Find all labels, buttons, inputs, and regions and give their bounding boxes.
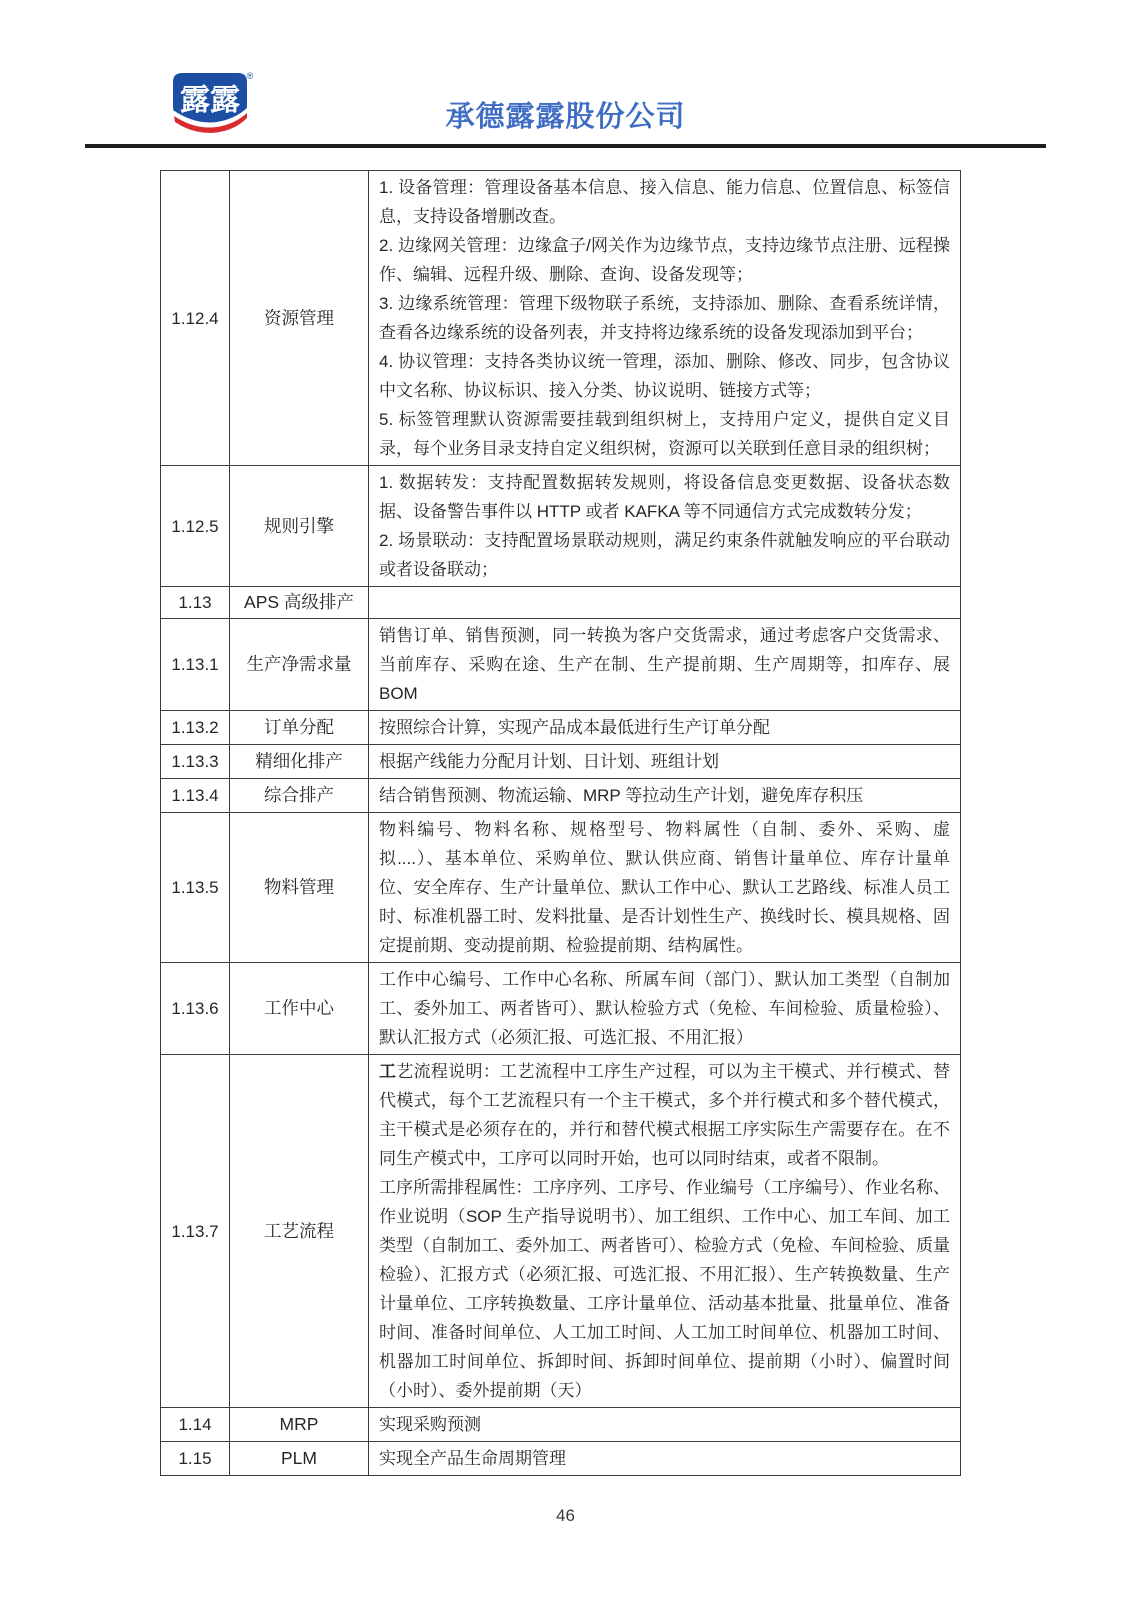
- table-row: [161, 963, 961, 1055]
- desc-paragraph: 按照综合计算，实现产品成本最低进行生产订单分配: [379, 718, 770, 737]
- row-name-cell: 资源管理: [230, 171, 369, 466]
- row-id-cell: 1.13.6: [161, 963, 230, 1055]
- row-name-cell: 订单分配: [230, 711, 369, 745]
- table-row: [161, 619, 961, 711]
- table-row: [161, 1055, 961, 1408]
- desc-paragraph: 根据产线能力分配月计划、日计划、班组计划: [379, 752, 719, 771]
- logo-badge-text: 露露: [180, 84, 240, 117]
- row-id-cell: 1.13.3: [161, 745, 230, 779]
- table-row: [161, 1408, 961, 1442]
- page-header: [0, 0, 1131, 148]
- header-rule: [85, 144, 1046, 148]
- row-id-cell: 1.12.4: [161, 171, 230, 466]
- row-name-cell: 精细化排产: [230, 745, 369, 779]
- desc-paragraph: 工艺流程说明：工艺流程中工序生产过程，可以为主干模式、并行模式、替代模式，每个工艺流程只有一个主干模式，多个并行模式和多个替代模式，主干模式是必须存在的，并行和替代模式根据工序实际生产需要存在。在不同生产模式中，工序可以同时开始，也可以同时结束，或者不限制。: [379, 1062, 950, 1168]
- desc-paragraph: 物料编号、物料名称、规格型号、物料属性（自制、委外、采购、虚拟....）、基本单位、采购单位、默认供应商、销售计量单位、库存计量单位、安全库存、生产计量单位、默认工作中心、默认工艺路线、标准人员工时、标准机器工时、发料批量、是否计划性生产、换线时长、模具规格、固定提前期、变动提前期、检验提前期、结构属性。: [379, 820, 950, 955]
- desc-paragraph: 4. 协议管理：支持各类协议统一管理，添加、删除、修改、同步，包含协议中文名称、协议标识、接入分类、协议说明、链接方式等；: [379, 352, 950, 400]
- row-name-cell: APS 高级排产: [230, 587, 369, 619]
- desc-paragraph: 5. 标签管理默认资源需要挂载到组织树上，支持用户定义，提供自定义目录，每个业务目录支持自定义组织树，资源可以关联到任意目录的组织树；: [379, 410, 950, 458]
- desc-paragraph: 2. 边缘网关管理：边缘盒子/网关作为边缘节点，支持边缘节点注册、远程操作、编辑、远程升级、删除、查询、设备发现等；: [379, 236, 950, 284]
- row-desc-cell: [369, 963, 961, 1055]
- row-desc-cell: [369, 619, 961, 711]
- spec-table-body: [161, 171, 961, 1476]
- desc-paragraph: 实现采购预测: [379, 1415, 481, 1434]
- page-footer: [0, 1506, 1131, 1526]
- row-name-cell: 规则引擎: [230, 466, 369, 587]
- spec-table-wrap: [160, 170, 1131, 1476]
- row-desc-cell: [369, 779, 961, 813]
- desc-paragraph: 3. 边缘系统管理：管理下级物联子系统，支持添加、删除、查看系统详情，查看各边缘系统的设备列表，并支持将边缘系统的设备发现添加到平台；: [379, 294, 950, 342]
- row-desc-cell: [369, 745, 961, 779]
- row-id-cell: 1.13.7: [161, 1055, 230, 1408]
- desc-paragraph: 销售订单、销售预测，同一转换为客户交货需求，通过考虑客户交货需求、当前库存、采购在途、生产在制、生产提前期、生产周期等，扣库存、展 BOM: [379, 626, 950, 703]
- row-id-cell: 1.15: [161, 1442, 230, 1476]
- row-id-cell: 1.12.5: [161, 466, 230, 587]
- row-name-cell: 物料管理: [230, 813, 369, 963]
- desc-paragraph: 1. 数据转发：支持配置数据转发规则，将设备信息变更数据、设备状态数据、设备警告事件以 HTTP 或者 KAFKA 等不同通信方式完成数转分发；: [379, 473, 950, 521]
- company-title: 承德露露股份公司: [445, 101, 686, 133]
- row-desc-cell: [369, 587, 961, 619]
- row-name-cell: 生产净需求量: [230, 619, 369, 711]
- row-desc-cell: [369, 171, 961, 466]
- spec-table: [160, 170, 961, 1476]
- row-desc-cell: [369, 1055, 961, 1408]
- table-row: [161, 813, 961, 963]
- row-id-cell: 1.13.5: [161, 813, 230, 963]
- registered-mark: ®: [246, 71, 254, 81]
- table-row: [161, 587, 961, 619]
- desc-paragraph: 1. 设备管理：管理设备基本信息、接入信息、能力信息、位置信息、标签信息，支持设备增删改查。: [379, 178, 950, 226]
- page-number: 46: [556, 1506, 575, 1525]
- row-id-cell: 1.13.4: [161, 779, 230, 813]
- table-row: [161, 1442, 961, 1476]
- row-name-cell: 工艺流程: [230, 1055, 369, 1408]
- table-row: [161, 779, 961, 813]
- row-desc-cell: [369, 813, 961, 963]
- row-name-cell: 综合排产: [230, 779, 369, 813]
- desc-paragraph: 2. 场景联动：支持配置场景联动规则，满足约束条件就触发响应的平台联动或者设备联动；: [379, 531, 950, 579]
- table-row: [161, 711, 961, 745]
- row-id-cell: 1.13: [161, 587, 230, 619]
- row-id-cell: 1.13.1: [161, 619, 230, 711]
- row-desc-cell: [369, 1408, 961, 1442]
- desc-paragraph: 工作中心编号、工作中心名称、所属车间（部门）、默认加工类型（自制加工、委外加工、两者皆可）、默认检验方式（免检、车间检验、质量检验）、默认汇报方式（必须汇报、可选汇报、不用汇报）: [379, 970, 950, 1047]
- table-row: [161, 466, 961, 587]
- row-name-cell: 工作中心: [230, 963, 369, 1055]
- row-name-cell: PLM: [230, 1442, 369, 1476]
- row-desc-cell: [369, 1442, 961, 1476]
- row-desc-cell: [369, 711, 961, 745]
- row-id-cell: 1.14: [161, 1408, 230, 1442]
- row-desc-cell: [369, 466, 961, 587]
- desc-paragraph: 工序所需排程属性：工序序列、工序号、作业编号（工序编号）、作业名称、作业说明（SOP 生产指导说明书）、加工组织、工作中心、加工车间、加工类型（自制加工、委外加工、两者皆可）、检验方式（免检、车间检验、质量检验）、汇报方式（必须汇报、可选汇报、不用汇报）、生产转换数量、生产计量单位、工序转换数量、工序计量单位、活动基本批量、批量单位、准备时间、准备时间单位、人工加工时间、人工加工时间单位、机器加工时间、机器加工时间单位、拆卸时间、拆卸时间单位、提前期（小时）、偏置时间（小时）、委外提前期（天）: [379, 1178, 950, 1400]
- desc-paragraph: 结合销售预测、物流运输、MRP 等拉动生产计划，避免库存积压: [379, 786, 864, 805]
- table-row: [161, 745, 961, 779]
- table-row: [161, 171, 961, 466]
- row-name-cell: MRP: [230, 1408, 369, 1442]
- desc-paragraph: 实现全产品生命周期管理: [379, 1449, 566, 1468]
- row-id-cell: 1.13.2: [161, 711, 230, 745]
